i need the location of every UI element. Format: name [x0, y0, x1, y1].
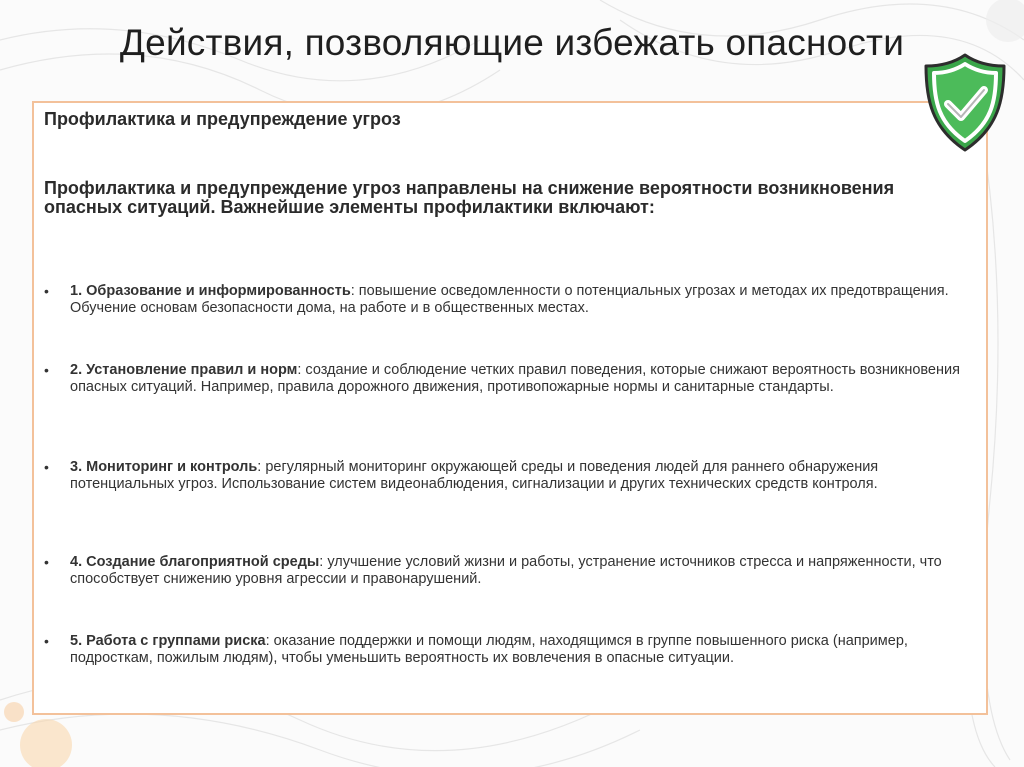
list-item-label: 5. Работа с группами риска [70, 633, 266, 649]
list-item-description: : повышение осведомленности о потенциальных угрозах и методах их предотвращения. Обучение основам безопасности дома, на работе и в общественных местах. [70, 283, 949, 316]
list-item-text [70, 283, 979, 317]
list-item [44, 283, 979, 317]
list-item-description: : улучшение условий жизни и работы, устранение источников стресса и напряженности, что способствует снижению уровня агрессии и правонарушений. [70, 554, 942, 587]
list-item [44, 554, 979, 588]
accent-circle-small [4, 702, 24, 722]
list-item-label: 3. Мониторинг и контроль [70, 459, 258, 475]
content-box [32, 101, 988, 715]
list-item-text [70, 554, 979, 588]
list-item-label: 4. Создание благоприятной среды [70, 554, 320, 570]
list-item [44, 459, 979, 493]
list-item-text [70, 362, 979, 396]
list-item-text [70, 459, 979, 493]
slide-title: Действия, позволяющие избежать опасности [119, 22, 905, 63]
list-item [44, 633, 979, 667]
bullet-icon: • [44, 362, 49, 378]
section-heading: Профилактика и предупреждение угроз [44, 109, 401, 129]
list-item-label: 2. Установление правил и норм [70, 362, 298, 378]
accent-circle-bottom-left [20, 719, 72, 767]
list-item [44, 362, 979, 396]
lead-paragraph: Профилактика и предупреждение угроз направлены на снижение вероятности возникновения опасных ситуаций. Важнейшие элементы профилактики включают: [44, 178, 895, 217]
bullet-icon: • [44, 459, 49, 475]
list-item-description: : создание и соблюдение четких правил поведения, которые снижают вероятность возникновения опасных ситуаций. Например, правила дорожного движения, противопожарные нормы и санитарные стандарты. [70, 362, 960, 395]
list-item-description: : оказание поддержки и помощи людям, находящимся в группе повышенного риска (например, подросткам, пожилым людям), чтобы уменьшить вероятность их вовлечения в опасные ситуации. [70, 633, 908, 666]
bullet-icon: • [44, 633, 49, 649]
bullet-icon: • [44, 283, 49, 299]
list-item-text [70, 633, 979, 667]
shield-check-icon [920, 50, 1010, 155]
list-item-description: : регулярный мониторинг окружающей среды и поведения людей для раннего обнаружения потенциальных угроз. Использование систем видеонаблюдения, сигнализации и других технических средств контроля. [70, 459, 879, 492]
bullet-icon: • [44, 554, 49, 570]
list-item-label: 1. Образование и информированность [70, 283, 351, 299]
